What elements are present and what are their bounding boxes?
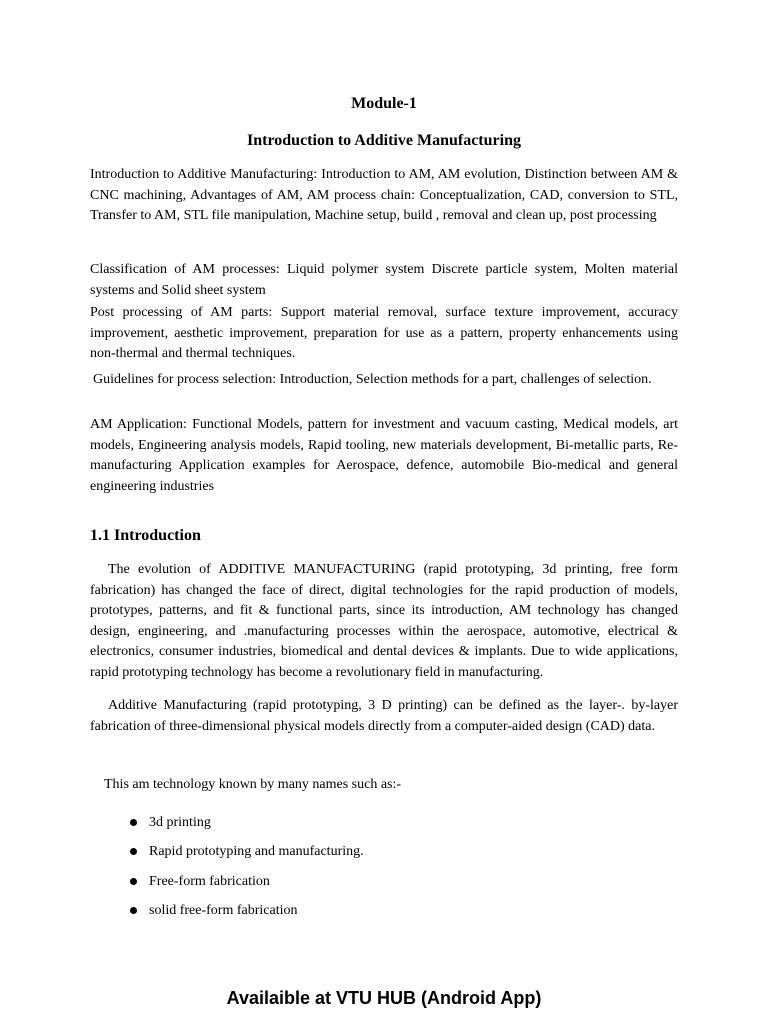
list-item-label: Rapid prototyping and manufacturing.	[149, 844, 364, 860]
list-item-label: Free-form fabrication	[149, 873, 270, 889]
names-list	[130, 813, 364, 930]
bullet-icon	[130, 848, 137, 855]
footer-banner: Availaible at VTU HUB (Android App)	[226, 988, 542, 1008]
list-item	[130, 872, 364, 901]
module-title: Module-1	[351, 95, 417, 112]
syllabus-classification: Classification of AM processes: Liquid polymer system Discrete particle system, Molten material systems and Solid sheet system	[90, 262, 678, 298]
page-title: Introduction to Additive Manufacturing	[247, 132, 521, 149]
section-heading: 1.1 Introduction	[90, 527, 201, 544]
bullet-icon	[130, 878, 137, 885]
list-item-label: 3d printing	[149, 815, 211, 830]
bullet-icon	[130, 819, 137, 826]
known-as-line: This am technology known by many names such as:-	[104, 777, 402, 792]
document-page	[90, 0, 678, 1024]
list-item-label: solid free-form fabrication	[149, 902, 298, 918]
list-item	[130, 842, 364, 871]
syllabus-intro: Introduction to Additive Manufacturing: Introduction to AM, AM evolution, Distinction between AM & CNC machining, Advantages of AM, AM process chain: Conceptualization, CAD, conversion to STL, Transfer to AM, STL file manipulation, Machine setup, build , removal and clean up, post processing	[90, 167, 678, 224]
syllabus-guidelines: Guidelines for process selection: Introduction, Selection methods for a part, challenges of selection.	[93, 372, 652, 387]
bullet-icon	[130, 907, 137, 914]
syllabus-post-processing: Post processing of AM parts: Support material removal, surface texture improvement, accuracy improvement, aesthetic improvement, preparation for use as a pattern, property enhancements using non-thermal and thermal techniques.	[90, 305, 678, 362]
list-item	[130, 813, 364, 842]
intro-paragraph-2: Additive Manufacturing (rapid prototyping, 3 D printing) can be defined as the layer-. by-layer fabrication of three-dimensional physical models directly from a computer-aided design (CAD) data.	[90, 698, 678, 734]
syllabus-application: AM Application: Functional Models, pattern for investment and vacuum casting, Medical models, art models, Engineering analysis models, Rapid tooling, new materials development, Bi-metallic parts, Re-manufacturing Application examples for Aerospace, defence, automobile Bio-medical and general engineering industries	[90, 417, 678, 494]
intro-paragraph-1: The evolution of ADDITIVE MANUFACTURING (rapid prototyping, 3d printing, free form fabrication) has changed the face of direct, digital technologies for the rapid production of models, prototypes, patterns, and fit & functional parts, since its introduction, AM technology has changed design, engineering, and .manufacturing processes within the aerospace, automotive, electrical & electronics, consumer industries, biomedical and dental devices & implants. Due to wide applications, rapid prototyping technology has become a revolutionary field in manufacturing.	[90, 562, 678, 680]
list-item	[130, 901, 364, 930]
